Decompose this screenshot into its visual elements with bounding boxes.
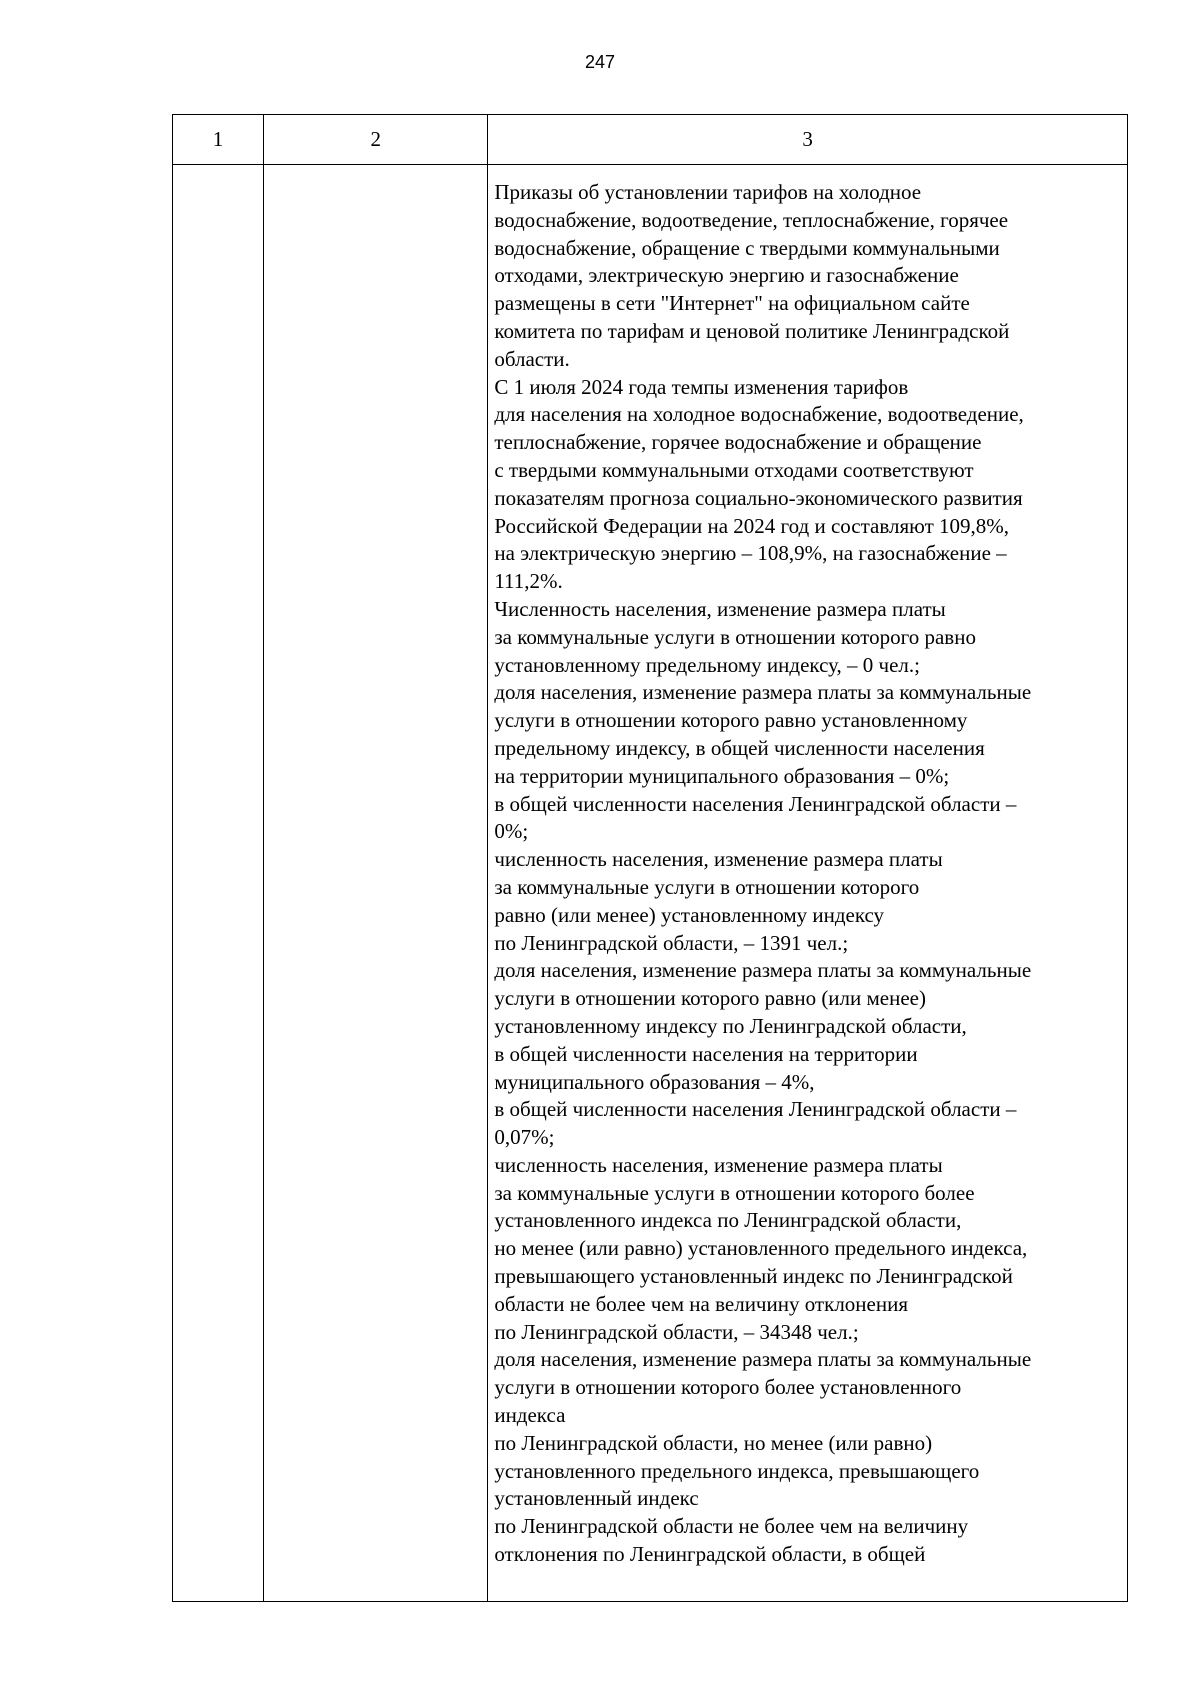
table-body-row (173, 165, 1128, 1602)
text-line: в общей численности населения Ленинградской области – (494, 791, 1017, 816)
text-line: 0,07%; (494, 1125, 555, 1150)
text-line: в общей численности населения Ленинградской области – (494, 1097, 1017, 1122)
column-header-3: 3 (488, 115, 1128, 165)
text-line: за коммунальные услуги в отношении которого (494, 874, 920, 899)
text-line: отклонения по Ленинградской области, в общей (494, 1542, 926, 1567)
text-line: установленного предельного индекса, превышающего (494, 1458, 980, 1483)
text-line: размещены в сети "Интернет" на официальном сайте (494, 291, 970, 316)
text-line: установленный индекс (494, 1486, 699, 1511)
text-line: предельному индексу, в общей численности населения (494, 735, 985, 760)
text-line: за коммунальные услуги в отношении которого равно (494, 624, 976, 649)
text-line: доля населения, изменение размера платы за коммунальные (494, 680, 1032, 705)
table-header-row (173, 115, 1128, 165)
text-line: водоснабжение, обращение с твердыми коммунальными (494, 235, 1000, 260)
text-line: доля населения, изменение размера платы за коммунальные (494, 1347, 1032, 1372)
column-2-cell (264, 165, 488, 1602)
text-line: численность населения, изменение размера платы (494, 847, 943, 872)
text-line: за коммунальные услуги в отношении которого более (494, 1180, 975, 1205)
text-line: численность населения, изменение размера платы (494, 1152, 943, 1177)
text-line: по Ленинградской области, – 34348 чел.; (494, 1319, 859, 1344)
text-line: Российской Федерации на 2024 год и составляют 109,8%, (494, 513, 1009, 538)
text-line: комитета по тарифам и ценовой политике Ленинградской (494, 318, 1010, 343)
text-line: доля населения, изменение размера платы за коммунальные (494, 958, 1032, 983)
text-line: равно (или менее) установленному индексу (494, 902, 885, 927)
text-line: на электрическую энергию – 108,9%, на газоснабжение – (494, 541, 1007, 566)
text-line: Приказы об установлении тарифов на холодное (494, 180, 922, 204)
text-line: области не более чем на величину отклонения (494, 1291, 908, 1316)
column-header-2: 2 (264, 115, 488, 165)
text-line: показателям прогноза социально-экономического развития (494, 485, 1023, 510)
text-line: по Ленинградской области, но менее (или равно) (494, 1430, 933, 1455)
text-line: по Ленинградской области, – 1391 чел.; (494, 930, 849, 955)
text-line: но менее (или равно) установленного предельного индекса, (494, 1236, 1028, 1261)
text-line: установленного индекса по Ленинградской области, (494, 1208, 962, 1233)
text-line: услуги в отношении которого равно (или менее) (494, 986, 926, 1011)
text-line: услуги в отношении которого более установленного (494, 1375, 962, 1400)
column-header-1: 1 (173, 115, 264, 165)
text-line: для населения на холодное водоснабжение, водоотведение, (494, 402, 1024, 427)
text-line: превышающего установленный индекс по Ленинградской (494, 1264, 1013, 1289)
text-line: услуги в отношении которого равно установленному (494, 708, 968, 733)
text-line: области. (494, 346, 570, 371)
text-line: водоснабжение, водоотведение, теплоснабжение, горячее (494, 207, 1009, 232)
text-line: на территории муниципального образования – 0%; (494, 763, 950, 788)
text-line: С 1 июля 2024 года темпы изменения тарифов (494, 374, 909, 399)
text-line: установленному предельному индексу, – 0 чел.; (494, 652, 920, 677)
column-1-cell (173, 165, 264, 1602)
text-line: с твердыми коммунальными отходами соответствуют (494, 457, 974, 482)
text-line: 111,2%. (494, 569, 563, 594)
text-line: в общей численности населения на территории (494, 1041, 918, 1066)
column-3-text (494, 179, 1123, 1569)
text-line: установленному индексу по Ленинградской области, (494, 1013, 967, 1038)
text-line: Численность населения, изменение размера платы (494, 596, 946, 621)
page-number: 247 (584, 52, 616, 72)
column-3-cell (488, 165, 1128, 1602)
text-line: теплоснабжение, горячее водоснабжение и обращение (494, 430, 982, 455)
text-line: по Ленинградской области не более чем на величину (494, 1514, 969, 1539)
text-line: 0%; (494, 819, 529, 844)
text-line: муниципального образования – 4%, (494, 1069, 815, 1094)
text-line: отходами, электрическую энергию и газоснабжение (494, 263, 959, 288)
document-table (172, 114, 1128, 1602)
text-line: индекса (494, 1403, 566, 1428)
